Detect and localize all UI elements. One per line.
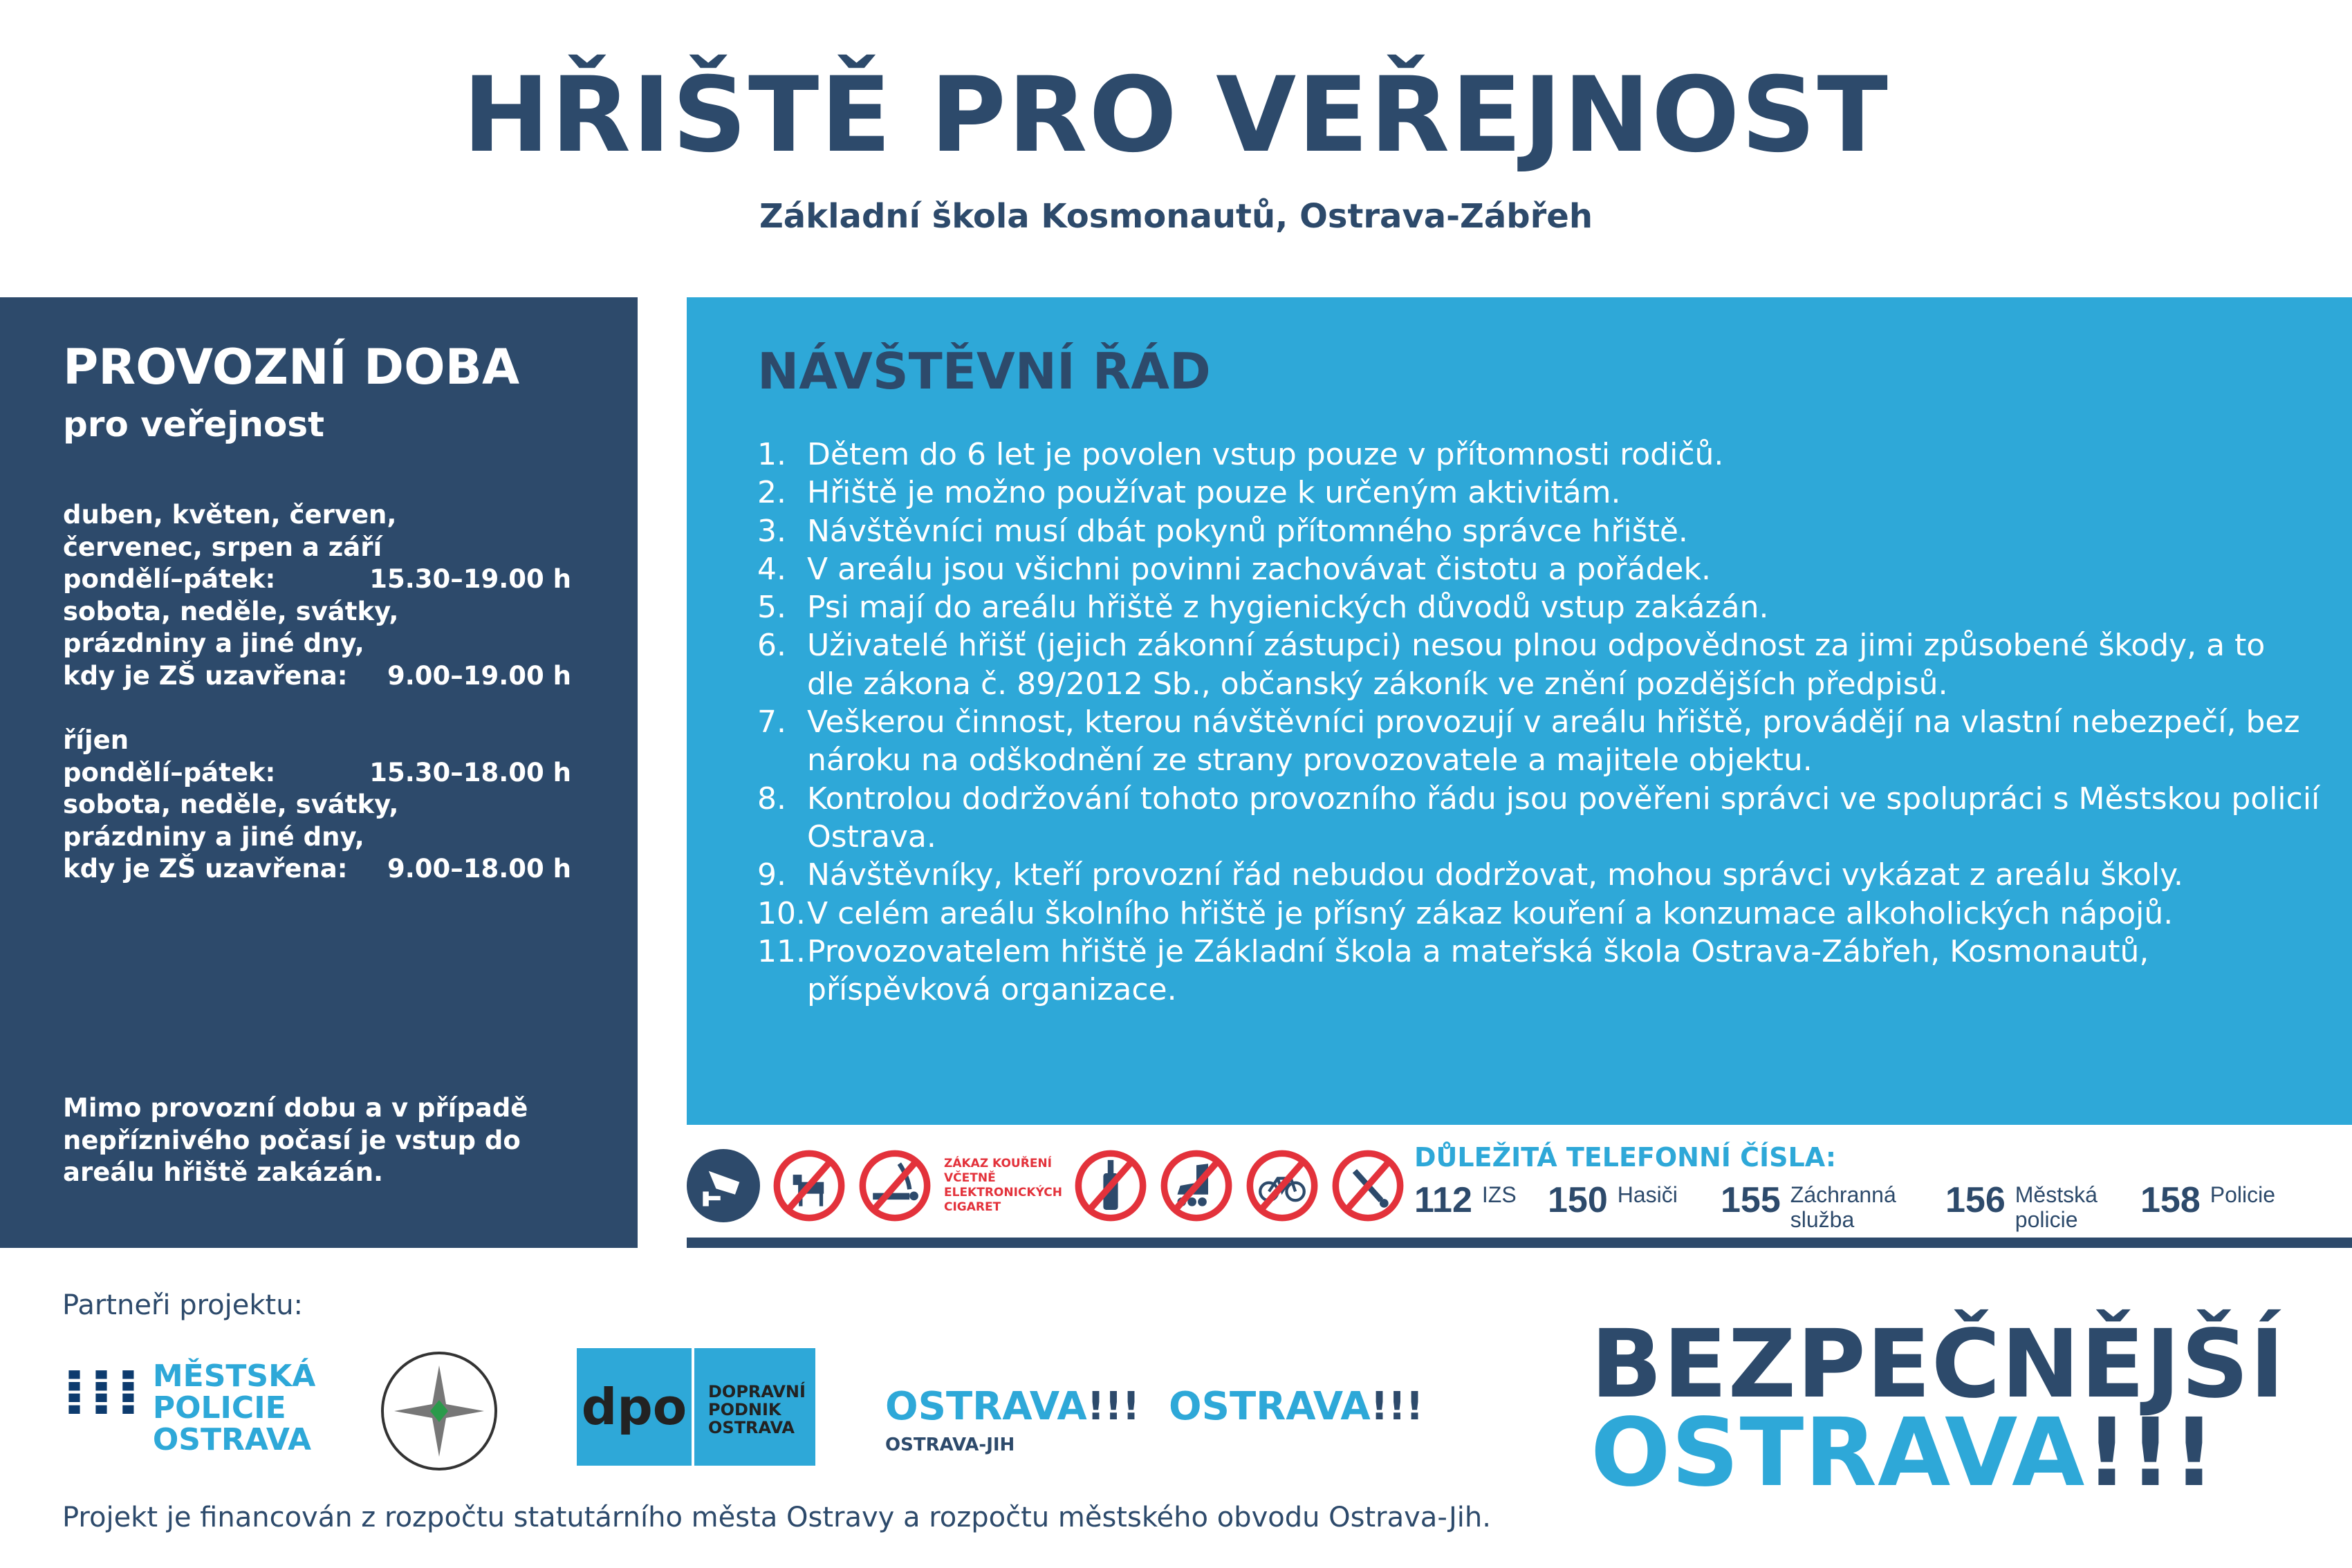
rules-panel xyxy=(687,297,2352,1125)
hours-title: PROVOZNÍ DOBA xyxy=(63,339,520,395)
weekend-label: prázdniny a jiné dny, xyxy=(63,821,364,852)
slogan-line2: OSTRAVA xyxy=(1591,1399,2086,1508)
dpo-mark: dpo xyxy=(577,1348,694,1466)
phone-label: Policie xyxy=(2210,1182,2276,1207)
funding-note: Projekt je financován z rozpočtu statutárního města Ostravy a rozpočtu městského obvodu Ostrava-Jih. xyxy=(62,1502,1491,1533)
logo-text: PODNIK xyxy=(708,1400,781,1419)
phone-number: 158 xyxy=(2140,1180,2201,1220)
phones-title: DŮLEŽITÁ TELEFONNÍ ČÍSLA: xyxy=(1414,1142,1837,1173)
dpo-logo xyxy=(577,1348,815,1466)
logo-text: OSTRAVA xyxy=(1169,1384,1371,1429)
rule-number: 4. xyxy=(757,551,786,587)
cctv-camera-icon xyxy=(687,1149,760,1222)
rule-item xyxy=(757,933,2320,1009)
rule-item xyxy=(757,856,2320,894)
police-cr-seal-logo xyxy=(380,1352,498,1471)
rules-list xyxy=(757,436,2320,1009)
phone-number: 155 xyxy=(1721,1180,1781,1220)
logo-text: DOPRAVNÍ xyxy=(708,1382,806,1401)
rule-item xyxy=(757,588,2320,626)
weekend-label: prázdniny a jiné dny, xyxy=(63,628,364,658)
logo-text: MĚSTSKÁ xyxy=(152,1359,316,1394)
logo-text: OSTRAVA xyxy=(885,1384,1087,1429)
phone-label: Hasiči xyxy=(1617,1182,1678,1207)
rule-number: 8. xyxy=(757,781,786,816)
rule-number: 11. xyxy=(757,933,806,969)
hours-subtitle: pro veřejnost xyxy=(63,404,325,445)
mestska-policie-logo: ⁞⁞⁞ MĚSTSKÁ POLICIE OSTRAVA xyxy=(62,1355,316,1457)
ostrava-jih-logo xyxy=(885,1386,1140,1455)
hours-note: Mimo provozní dobu a v případě nepříznivého počasí je vstup do areálu hřiště zakázán. xyxy=(63,1093,528,1187)
month: říjen xyxy=(63,725,129,755)
logo-text: POLICIE xyxy=(152,1390,286,1426)
schedule-summer xyxy=(63,499,571,692)
rule-text: Psi mají do areálu hřiště z hygienických důvodů vstup zakázán. xyxy=(807,590,1769,626)
emergency-numbers xyxy=(1414,1142,2341,1232)
months: duben, květen, červen, xyxy=(63,500,397,530)
rule-number: 1. xyxy=(757,437,786,472)
weekend-time: 9.00–19.00 h xyxy=(387,660,571,691)
rule-text: Uživatelé hřišť (jejich zákonní zástupci) nesou plnou odpovědnost za jimi způsobené škody, a to dle zákona č. 89/2012 Sb., občanský zákoník ve znění pozdějších předpisů. xyxy=(807,628,2266,702)
no-drugs-syringe-icon xyxy=(1331,1149,1405,1222)
rule-item xyxy=(757,436,2320,474)
rule-number: 9. xyxy=(757,857,786,893)
rule-item xyxy=(757,512,2320,550)
rule-number: 6. xyxy=(757,628,786,664)
weekend-label: sobota, neděle, svátky, xyxy=(63,596,399,626)
rule-text: Návštěvníky, kteří provozní řád nebudou dodržovat, mohou správci vykázat z areálu školy. xyxy=(807,857,2183,893)
logo-subtext: OSTRAVA-JIH xyxy=(885,1435,1015,1455)
rule-text: V celém areálu školního hřiště je přísný zákaz kouření a konzumace alkoholických nápojů. xyxy=(807,895,2174,931)
ostrava-logo xyxy=(1169,1386,1423,1428)
no-dogs-icon xyxy=(772,1149,846,1222)
phone-item xyxy=(1548,1182,1678,1218)
bezpecnejsi-ostrava-slogan xyxy=(1591,1310,2286,1508)
rule-text: Kontrolou dodržování tohoto provozního řádu jsou pověřeni správci ve spolupráci s Městskou policií Ostrava. xyxy=(807,781,2320,855)
weekend-label: sobota, neděle, svátky, xyxy=(63,790,399,819)
no-bicycles-icon xyxy=(1246,1149,1319,1222)
logo-bang: !!! xyxy=(1370,1384,1424,1429)
weekend-time: 9.00–18.00 h xyxy=(387,854,571,884)
phone-item xyxy=(1945,1182,2112,1232)
logo-bang: !!! xyxy=(1086,1384,1140,1429)
rule-text: V areálu jsou všichni povinni zachovávat čistotu a pořádek. xyxy=(807,551,1711,587)
rule-number: 5. xyxy=(757,590,786,626)
opening-hours-panel xyxy=(0,297,638,1248)
rule-text: Návštěvníci musí dbát pokynů přítomného správce hřiště. xyxy=(807,513,1688,549)
partners-label: Partneři projektu: xyxy=(62,1289,304,1321)
phone-label: Záchranná služba xyxy=(1790,1182,1896,1232)
rule-item xyxy=(757,895,2320,933)
logo-text: OSTRAVA xyxy=(708,1418,795,1437)
no-smoking-icon xyxy=(858,1149,932,1222)
weekday-time: 15.30–18.00 h xyxy=(369,757,571,787)
page-title: HŘIŠTĚ PRO VEŘEJNOST xyxy=(463,55,1889,176)
divider-bar xyxy=(687,1238,2352,1248)
page-subtitle: Základní škola Kosmonautů, Ostrava-Zábřeh xyxy=(759,197,1593,236)
rules-title: NÁVŠTĚVNÍ ŘÁD xyxy=(757,342,1211,400)
no-alcohol-icon xyxy=(1074,1149,1147,1222)
phone-number: 150 xyxy=(1548,1180,1608,1220)
pictogram-row xyxy=(687,1141,1405,1231)
rule-text: Veškerou činnost, kterou návštěvníci provozují v areálu hřiště, provádějí na vlastní nebezpečí, bez nároku na odškodnění ze strany provozovatele a majitele objektu. xyxy=(807,704,2300,778)
rule-text: Provozovatelem hřiště je Základní škola a mateřská škola Ostrava-Zábřeh, Kosmonautů, příspěvková organizace. xyxy=(807,933,2149,1008)
phone-label: Městská policie xyxy=(2015,1182,2098,1232)
rule-item xyxy=(757,550,2320,588)
weekend-label: kdy je ZŠ uzavřena: xyxy=(63,660,348,691)
phone-number: 112 xyxy=(1414,1180,1472,1220)
phone-item xyxy=(2140,1182,2275,1218)
rule-item xyxy=(757,780,2320,857)
weekday-label: pondělí–pátek: xyxy=(63,564,276,594)
months: červenec, srpen a září xyxy=(63,532,382,562)
rule-text: Dětem do 6 let je povolen vstup pouze v přítomnosti rodičů. xyxy=(807,437,1724,472)
rule-number: 7. xyxy=(757,704,786,740)
no-smoking-text: ZÁKAZ KOUŘENÍ VČETNĚ ELEKTRONICKÝCH CIGARET xyxy=(944,1157,1062,1214)
rule-item xyxy=(757,474,2320,512)
slogan-bang: !!! xyxy=(2085,1399,2216,1508)
rule-number: 3. xyxy=(757,513,786,549)
phone-number: 156 xyxy=(1945,1180,2006,1220)
schedule-october xyxy=(63,725,571,886)
slogan-line1: BEZPEČNĚJŠÍ xyxy=(1591,1310,2286,1419)
rule-number: 2. xyxy=(757,475,786,511)
rule-number: 10. xyxy=(757,895,806,931)
phone-item xyxy=(1721,1182,1908,1232)
rule-item xyxy=(757,703,2320,780)
rule-item xyxy=(757,626,2320,703)
phone-item xyxy=(1414,1182,1517,1218)
no-rollerblades-icon xyxy=(1160,1149,1233,1222)
phone-label: IZS xyxy=(1481,1182,1517,1207)
weekday-time: 15.30–19.00 h xyxy=(369,564,571,594)
weekend-label: kdy je ZŠ uzavřena: xyxy=(63,854,348,884)
rule-text: Hřiště je možno používat pouze k určeným aktivitám. xyxy=(807,475,1621,511)
weekday-label: pondělí–pátek: xyxy=(63,757,276,787)
logo-text: OSTRAVA xyxy=(152,1422,312,1457)
